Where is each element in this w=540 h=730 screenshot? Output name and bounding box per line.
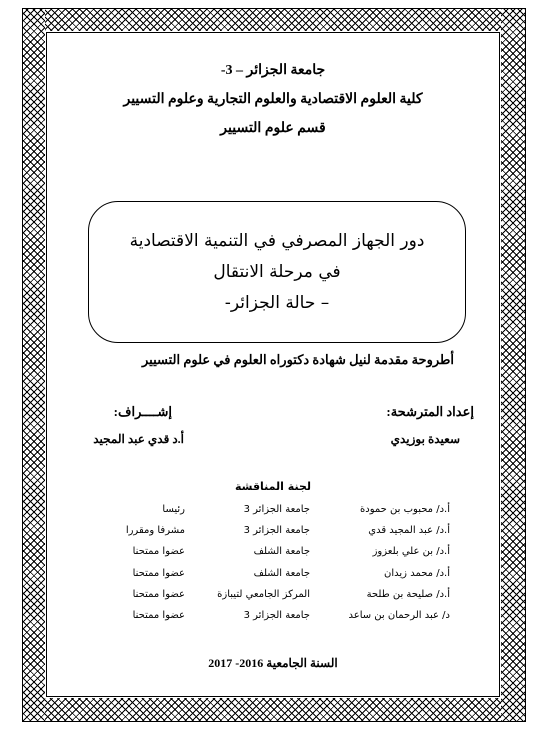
- border-pattern-bottom: [23, 698, 525, 721]
- member-university: جامعة الجزائر 3: [243, 525, 310, 536]
- member-role: عضوا ممتحنا: [132, 589, 185, 600]
- member-name: أ.د/ صليحة بن طلحة: [366, 589, 450, 600]
- academic-year: السنة الجامعية 2016- 2017: [208, 656, 338, 670]
- member-name: أ.د/ محمد زيدان: [384, 568, 450, 579]
- border-pattern-top: [23, 9, 525, 31]
- member-name: أ.د/ محبوب بن حمودة: [360, 504, 450, 515]
- member-university: جامعة الجزائر 3: [243, 504, 310, 515]
- committee-title: لجنة المناقشة: [234, 480, 311, 493]
- member-name: أ.د/ بن علي بلعزوز: [372, 546, 450, 557]
- thesis-title-line3: – حالة الجزائر-: [224, 293, 330, 313]
- thesis-title-box: [88, 201, 466, 343]
- member-role: رئيسا: [162, 504, 185, 515]
- thesis-title-line2: في مرحلة الانتقال: [213, 262, 341, 282]
- thesis-title-line1: دور الجهاز المصرفي في التنمية الاقتصادية: [129, 231, 425, 251]
- border-pattern-left: [23, 9, 45, 721]
- faculty-name: كلية العلوم الاقتصادية والعلوم التجارية وعلوم التسيير: [123, 92, 423, 107]
- member-university: جامعة الشلف: [253, 546, 310, 557]
- member-role: مشرفا ومقررا: [125, 525, 185, 536]
- committee-row: [90, 525, 450, 543]
- member-university: المركز الجامعي لتيبازة: [217, 589, 310, 600]
- candidate-name: سعيدة بوزيدي: [390, 432, 460, 446]
- member-role: عضوا ممتحنا: [132, 610, 185, 621]
- university-name: جامعة الجزائر – 3-: [220, 63, 326, 78]
- committee-row: [90, 610, 450, 628]
- committee-row: [90, 568, 450, 586]
- thesis-subtitle: أطروحة مقدمة لنيل شهادة دكتوراه العلوم في علوم التسيير: [141, 352, 454, 367]
- member-role: عضوا ممتحنا: [132, 568, 185, 579]
- member-name: د/ عبد الرحمان بن ساعد: [348, 610, 450, 621]
- prepared-by-label: إعداد المترشحة:: [386, 404, 474, 419]
- member-name: أ.د/ عبد المجيد قدي: [368, 525, 450, 536]
- committee-row: [90, 589, 450, 607]
- committee-row: [90, 546, 450, 564]
- committee-row: [90, 504, 450, 522]
- member-university: جامعة الجزائر 3: [243, 610, 310, 621]
- supervision-label: إشــــراف:: [113, 404, 172, 419]
- department-name: قسم علوم التسيير: [220, 121, 326, 136]
- supervisor-name: أ.د قدي عبد المجيد: [93, 432, 184, 446]
- member-role: عضوا ممتحنا: [132, 546, 185, 557]
- border-pattern-right: [501, 9, 525, 721]
- member-university: جامعة الشلف: [253, 568, 310, 579]
